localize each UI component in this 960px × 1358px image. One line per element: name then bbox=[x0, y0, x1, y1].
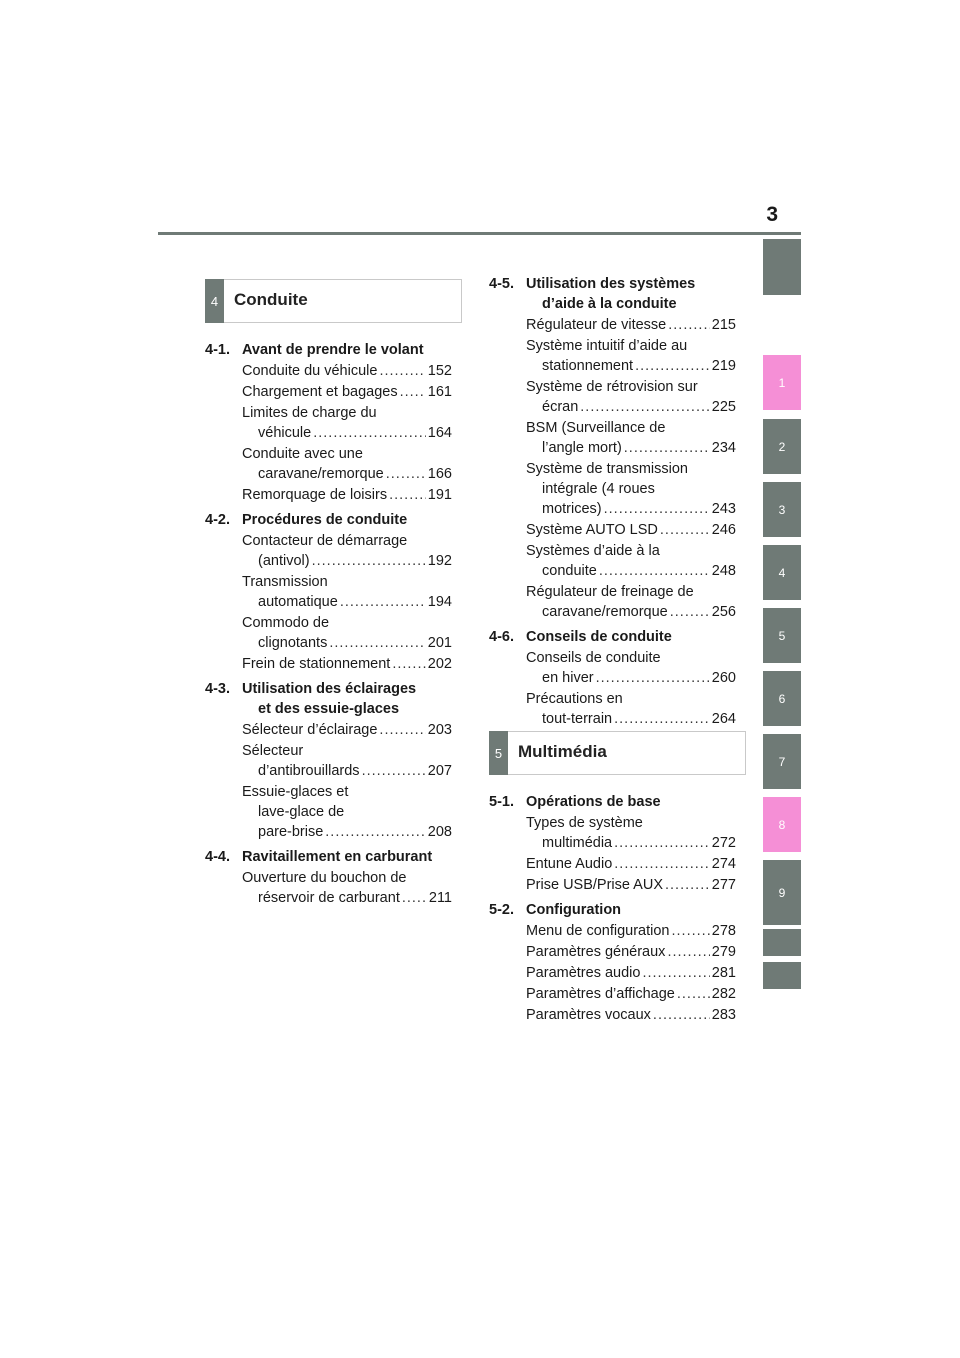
toc-entry[interactable] bbox=[242, 485, 452, 505]
toc-page-number: 203 bbox=[427, 722, 452, 738]
toc-group-heading[interactable] bbox=[489, 900, 736, 920]
toc-entry-line bbox=[526, 668, 736, 688]
toc-entry[interactable] bbox=[242, 613, 452, 653]
toc-group bbox=[205, 340, 452, 505]
toc-entry-text: Chargement et bagages bbox=[242, 384, 398, 400]
toc-page-number: 234 bbox=[711, 440, 736, 456]
toc-entry-line bbox=[526, 854, 736, 874]
dot-leader bbox=[614, 709, 710, 729]
dot-leader bbox=[325, 822, 426, 842]
toc-group bbox=[489, 900, 736, 1025]
toc-group-title-line: Utilisation des systèmes bbox=[526, 276, 696, 292]
toc-group-title-line: Procédures de conduite bbox=[242, 512, 408, 528]
toc-entry-text: Conduite avec une bbox=[242, 446, 363, 462]
toc-entry-text: Système de transmission bbox=[526, 461, 688, 477]
toc-entry-text: BSM (Surveillance de bbox=[526, 420, 666, 436]
toc-group-title bbox=[242, 679, 452, 719]
toc-entry[interactable] bbox=[242, 782, 452, 842]
toc-entry-line bbox=[242, 464, 452, 484]
toc-entry-text: Contacteur de démarrage bbox=[242, 533, 408, 549]
toc-entry-text: Sélecteur bbox=[242, 743, 304, 759]
toc-page-number: 260 bbox=[711, 670, 736, 686]
toc-page-number: 256 bbox=[711, 604, 736, 620]
toc-page-number: 283 bbox=[711, 1007, 736, 1023]
toc-group-title bbox=[526, 274, 736, 314]
toc-page-number: 191 bbox=[427, 487, 452, 503]
toc-group-number: 4-6. bbox=[489, 629, 514, 645]
toc-entry-line bbox=[242, 361, 452, 381]
toc-entry-text: Menu de configuration bbox=[526, 923, 670, 939]
chapter-tab-1[interactable]: 1 bbox=[763, 355, 801, 410]
toc-entry-line bbox=[526, 315, 736, 335]
toc-entry-line bbox=[526, 499, 736, 519]
dot-leader bbox=[379, 361, 425, 381]
toc-entry-line bbox=[526, 942, 736, 962]
dot-leader bbox=[313, 423, 426, 443]
dot-leader bbox=[400, 382, 426, 402]
toc-entry-text: Frein de stationnement bbox=[242, 656, 391, 672]
toc-entry-text: Paramètres audio bbox=[526, 965, 641, 981]
toc-entry-line bbox=[242, 720, 452, 740]
toc-column-left bbox=[205, 340, 452, 913]
toc-entry-text: Paramètres d’affichage bbox=[526, 986, 675, 1002]
toc-page-number: 281 bbox=[711, 965, 736, 981]
toc-entry-line bbox=[526, 709, 736, 729]
dot-leader bbox=[672, 921, 710, 941]
dot-leader bbox=[599, 561, 710, 581]
toc-entry[interactable] bbox=[526, 541, 736, 581]
chapter-tab-5[interactable]: 5 bbox=[763, 608, 801, 663]
dot-leader bbox=[604, 499, 710, 519]
toc-page-number: 152 bbox=[427, 363, 452, 379]
toc-entry-text: Types de système bbox=[526, 815, 643, 831]
toc-entry-text: caravane/remorque bbox=[258, 466, 384, 482]
toc-entry-line bbox=[526, 561, 736, 581]
toc-page-number: 246 bbox=[711, 522, 736, 538]
toc-group-title bbox=[526, 792, 736, 812]
toc-group-title bbox=[242, 340, 452, 360]
dot-leader bbox=[653, 1005, 710, 1025]
toc-group bbox=[489, 627, 736, 729]
chapter-tab-2[interactable]: 2 bbox=[763, 419, 801, 474]
toc-entry[interactable] bbox=[526, 813, 736, 853]
toc-entry-line bbox=[242, 551, 452, 571]
toc-group bbox=[489, 274, 736, 622]
toc-group-title-line: Utilisation des éclairages bbox=[242, 681, 417, 697]
toc-entry-line bbox=[242, 592, 452, 612]
toc-entry-text: Régulateur de vitesse bbox=[526, 317, 667, 333]
toc-entry[interactable] bbox=[242, 720, 452, 740]
toc-entry-text: Remorquage de loisirs bbox=[242, 487, 388, 503]
dot-leader bbox=[670, 602, 710, 622]
toc-group-title bbox=[242, 847, 452, 867]
section-number: 4 bbox=[205, 279, 224, 323]
toc-group-heading[interactable] bbox=[205, 847, 452, 867]
toc-page-number: 243 bbox=[711, 501, 736, 517]
toc-group-title bbox=[242, 510, 452, 530]
dot-leader bbox=[340, 592, 426, 612]
toc-group-heading[interactable] bbox=[205, 340, 452, 360]
toc-entry-line bbox=[526, 875, 736, 895]
toc-group-heading[interactable] bbox=[205, 679, 452, 719]
toc-entry[interactable] bbox=[242, 403, 452, 443]
toc-entry-text: (antivol) bbox=[258, 553, 310, 569]
toc-entry-text: Ouverture du bouchon de bbox=[242, 870, 407, 886]
toc-column-right-upper bbox=[489, 274, 736, 734]
chapter-tab-9[interactable]: 9 bbox=[763, 860, 801, 925]
toc-entry[interactable] bbox=[526, 1005, 736, 1025]
toc-group-title-line: Conseils de conduite bbox=[526, 629, 672, 645]
toc-group-title-line: et des essuie-glaces bbox=[258, 701, 400, 717]
dot-leader bbox=[642, 963, 709, 983]
toc-page-number: 161 bbox=[427, 384, 452, 400]
header-rule bbox=[158, 232, 801, 235]
chapter-tab-4[interactable]: 4 bbox=[763, 545, 801, 600]
toc-entry-line bbox=[242, 485, 452, 505]
toc-entry-line bbox=[526, 833, 736, 853]
toc-entry-line bbox=[526, 1005, 736, 1025]
toc-entry-text: intégrale (4 roues bbox=[542, 481, 655, 497]
toc-page-number: 202 bbox=[427, 656, 452, 672]
toc-entry-line bbox=[242, 654, 452, 674]
dot-leader bbox=[402, 888, 427, 908]
toc-page-number: 208 bbox=[427, 824, 452, 840]
toc-entry-text: Entune Audio bbox=[526, 856, 613, 872]
toc-entry-text: d’antibrouillards bbox=[258, 763, 360, 779]
toc-entry-text: Systèmes d’aide à la bbox=[526, 543, 660, 559]
toc-entry-text: Limites de charge du bbox=[242, 405, 377, 421]
toc-page-number: 272 bbox=[711, 835, 736, 851]
toc-entry[interactable] bbox=[526, 418, 736, 458]
dot-leader bbox=[667, 942, 709, 962]
toc-entry[interactable] bbox=[526, 648, 736, 688]
toc-group-title-line: Ravitaillement en carburant bbox=[242, 849, 433, 865]
toc-entry-line bbox=[242, 423, 452, 443]
dot-leader bbox=[635, 356, 710, 376]
toc-group-number: 4-4. bbox=[205, 849, 230, 865]
toc-group-title-line: Avant de prendre le volant bbox=[242, 342, 424, 358]
toc-group-heading[interactable] bbox=[489, 792, 736, 812]
toc-group-number: 5-2. bbox=[489, 902, 514, 918]
toc-entry-text: automatique bbox=[258, 594, 338, 610]
dot-leader bbox=[362, 761, 426, 781]
toc-entry-text: l’angle mort) bbox=[542, 440, 622, 456]
section-title: Multimédia bbox=[518, 742, 607, 761]
toc-page-number: 274 bbox=[711, 856, 736, 872]
toc-page-number: 194 bbox=[427, 594, 452, 610]
dot-leader bbox=[392, 654, 425, 674]
toc-page-number: 264 bbox=[711, 711, 736, 727]
dot-leader bbox=[660, 520, 710, 540]
toc-group-number: 4-2. bbox=[205, 512, 230, 528]
chapter-tab-index-b[interactable] bbox=[763, 962, 801, 989]
toc-entry[interactable] bbox=[526, 854, 736, 874]
toc-entry-text: caravane/remorque bbox=[542, 604, 668, 620]
toc-page-number: 166 bbox=[427, 466, 452, 482]
toc-entry-text: motrices) bbox=[542, 501, 602, 517]
toc-entry-text: Régulateur de freinage de bbox=[526, 584, 694, 600]
toc-entry[interactable] bbox=[526, 689, 736, 729]
toc-page-number: 279 bbox=[711, 944, 736, 960]
toc-entry-text: Système intuitif d’aide au bbox=[526, 338, 688, 354]
section-header-conduite bbox=[205, 279, 462, 323]
toc-group-number: 4-3. bbox=[205, 681, 230, 697]
toc-group bbox=[489, 792, 736, 895]
toc-entry-line bbox=[526, 963, 736, 983]
toc-page-number: 225 bbox=[711, 399, 736, 415]
toc-group-heading[interactable] bbox=[489, 274, 736, 314]
dot-leader bbox=[624, 438, 710, 458]
dot-leader bbox=[580, 397, 710, 417]
toc-entry-line bbox=[526, 397, 736, 417]
toc-page-number: 201 bbox=[427, 635, 452, 651]
dot-leader bbox=[386, 464, 426, 484]
toc-entry-line bbox=[526, 520, 736, 540]
toc-group bbox=[205, 510, 452, 674]
toc-group-number: 4-1. bbox=[205, 342, 230, 358]
toc-group-heading[interactable] bbox=[205, 510, 452, 530]
toc-entry[interactable] bbox=[526, 963, 736, 983]
toc-entry-line bbox=[526, 984, 736, 1004]
toc-entry-line bbox=[242, 888, 452, 908]
toc-entry-text: réservoir de carburant bbox=[258, 890, 400, 906]
toc-entry[interactable] bbox=[526, 520, 736, 540]
toc-entry[interactable] bbox=[526, 984, 736, 1004]
chapter-tab-top[interactable] bbox=[763, 239, 801, 295]
chapter-tab-8[interactable]: 8 bbox=[763, 797, 801, 852]
toc-entry-text: Système de rétrovision sur bbox=[526, 379, 698, 395]
toc-group-number: 5-1. bbox=[489, 794, 514, 810]
toc-page-number: 164 bbox=[427, 425, 452, 441]
toc-entry-line bbox=[242, 761, 452, 781]
toc-entry-text: clignotants bbox=[258, 635, 328, 651]
dot-leader bbox=[312, 551, 426, 571]
toc-entry-text: Conseils de conduite bbox=[526, 650, 661, 666]
section-number: 5 bbox=[489, 731, 508, 775]
toc-entry-line bbox=[242, 822, 452, 842]
toc-entry-text: Essuie-glaces et bbox=[242, 784, 349, 800]
toc-entry[interactable] bbox=[526, 315, 736, 335]
toc-entry-text: Paramètres vocaux bbox=[526, 1007, 651, 1023]
toc-page-number: 248 bbox=[711, 563, 736, 579]
section-title: Conduite bbox=[234, 290, 308, 309]
toc-group-title bbox=[526, 900, 736, 920]
toc-entry-line bbox=[526, 921, 736, 941]
toc-entry-text: lave-glace de bbox=[258, 804, 345, 820]
toc-entry[interactable] bbox=[242, 531, 452, 571]
toc-entry[interactable] bbox=[526, 921, 736, 941]
toc-entry[interactable] bbox=[242, 382, 452, 402]
toc-entry-text: stationnement bbox=[542, 358, 634, 374]
toc-entry-line bbox=[526, 602, 736, 622]
toc-page-number: 207 bbox=[427, 763, 452, 779]
toc-group-heading[interactable] bbox=[489, 627, 736, 647]
toc-entry[interactable] bbox=[526, 875, 736, 895]
dot-leader bbox=[389, 485, 426, 505]
dot-leader bbox=[665, 875, 710, 895]
toc-entry-text: conduite bbox=[542, 563, 597, 579]
toc-entry-text: multimédia bbox=[542, 835, 613, 851]
toc-entry[interactable] bbox=[526, 336, 736, 376]
toc-group-number: 4-5. bbox=[489, 276, 514, 292]
toc-group bbox=[205, 679, 452, 842]
dot-leader bbox=[614, 854, 710, 874]
toc-entry[interactable] bbox=[242, 868, 452, 908]
toc-entry[interactable] bbox=[242, 572, 452, 612]
toc-entry[interactable] bbox=[526, 942, 736, 962]
section-header-multimedia bbox=[489, 731, 746, 775]
toc-group-title-line: Configuration bbox=[526, 902, 622, 918]
toc-page-number: 219 bbox=[711, 358, 736, 374]
toc-entry-text: tout-terrain bbox=[542, 711, 613, 727]
toc-entry-text: Paramètres généraux bbox=[526, 944, 666, 960]
toc-page-number: 278 bbox=[711, 923, 736, 939]
toc-page-number: 211 bbox=[428, 890, 452, 906]
dot-leader bbox=[596, 668, 710, 688]
toc-entry-text: Commodo de bbox=[242, 615, 330, 631]
dot-leader bbox=[677, 984, 710, 1004]
toc-page-number: 282 bbox=[711, 986, 736, 1002]
toc-entry-text: véhicule bbox=[258, 425, 312, 441]
toc-entry-text: Prise USB/Prise AUX bbox=[526, 877, 663, 893]
chapter-tab-index-a[interactable] bbox=[763, 929, 801, 956]
toc-column-right-lower bbox=[489, 792, 736, 1030]
toc-entry[interactable] bbox=[242, 444, 452, 484]
dot-leader bbox=[668, 315, 710, 335]
toc-entry[interactable] bbox=[242, 654, 452, 674]
page-number: 3 bbox=[766, 203, 778, 226]
toc-entry-line bbox=[526, 356, 736, 376]
toc-entry[interactable] bbox=[526, 459, 736, 519]
toc-entry-line bbox=[526, 438, 736, 458]
toc-entry-line bbox=[242, 633, 452, 653]
toc-group-title-line: d’aide à la conduite bbox=[542, 296, 677, 312]
toc-entry[interactable] bbox=[526, 582, 736, 622]
dot-leader bbox=[614, 833, 710, 853]
toc-entry-text: Sélecteur d’éclairage bbox=[242, 722, 378, 738]
toc-entry-line bbox=[242, 382, 452, 402]
chapter-tab-6[interactable]: 6 bbox=[763, 671, 801, 726]
toc-entry-text: Transmission bbox=[242, 574, 328, 590]
toc-entry-text: pare-brise bbox=[258, 824, 324, 840]
toc-page-number: 192 bbox=[427, 553, 452, 569]
toc-entry-text: Précautions en bbox=[526, 691, 623, 707]
chapter-tab-7[interactable]: 7 bbox=[763, 734, 801, 789]
toc-group bbox=[205, 847, 452, 908]
dot-leader bbox=[329, 633, 425, 653]
toc-entry-text: en hiver bbox=[542, 670, 594, 686]
toc-entry[interactable] bbox=[242, 741, 452, 781]
chapter-tab-3[interactable]: 3 bbox=[763, 482, 801, 537]
toc-group-title bbox=[526, 627, 736, 647]
toc-page-number: 215 bbox=[711, 317, 736, 333]
dot-leader bbox=[379, 720, 425, 740]
toc-group-title-line: Opérations de base bbox=[526, 794, 661, 810]
toc-entry[interactable] bbox=[526, 377, 736, 417]
toc-entry-text: Système AUTO LSD bbox=[526, 522, 658, 538]
toc-entry-text: Conduite du véhicule bbox=[242, 363, 378, 379]
toc-entry[interactable] bbox=[242, 361, 452, 381]
toc-entry-text: écran bbox=[542, 399, 579, 415]
toc-page-number: 277 bbox=[711, 877, 736, 893]
